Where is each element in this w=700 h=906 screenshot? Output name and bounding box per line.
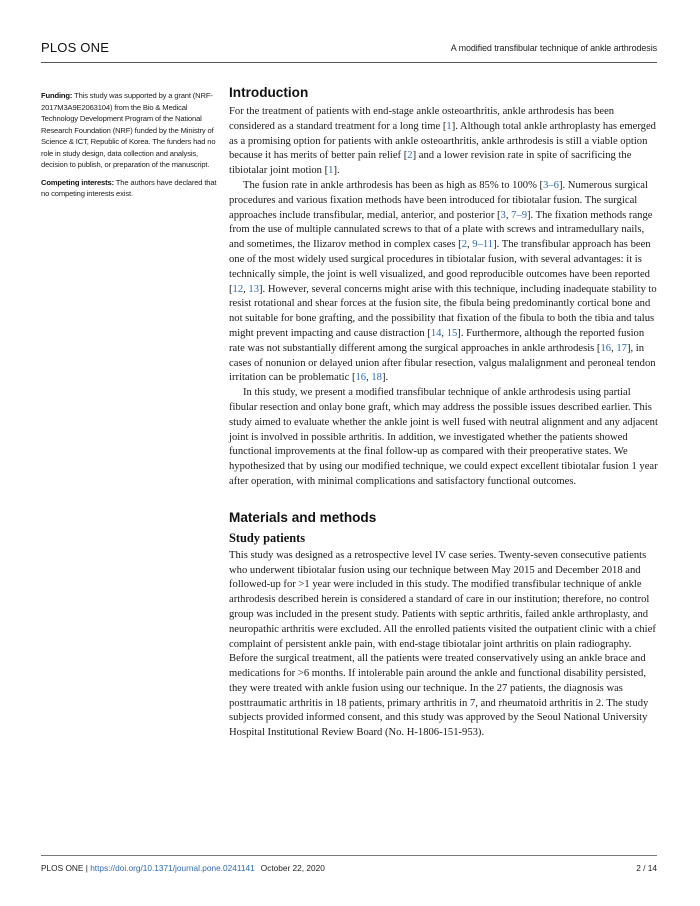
funding-note — [41, 90, 221, 171]
text: ]. The fixation methods range from the use of multiple cannulated screws to that of a plate with screws and intramedullary nails, and sometimes, the Ilizarov method in complex cases [ — [229, 209, 653, 251]
text: , — [441, 327, 447, 339]
text: ]. — [333, 165, 340, 177]
running-header — [41, 36, 657, 63]
citation-link[interactable]: 16 — [600, 342, 612, 354]
text: ]. Although total ankle arthroplasty has emerged as a promising option for patients with ankle osteoarthritis, ankle arthrodesis is still a viable option because it has merits of better pain relief [ — [229, 120, 656, 162]
journal-name: PLOS ONE — [41, 40, 110, 55]
text: , — [505, 209, 512, 221]
citation-link[interactable]: 3–6 — [543, 179, 559, 191]
section-heading-introduction: Introduction — [229, 85, 309, 100]
text: , — [611, 342, 617, 354]
page-number: 2 / 14 — [636, 863, 657, 873]
competing-interests-note — [41, 177, 221, 200]
citation-link[interactable]: 15 — [446, 327, 458, 339]
text: ]. Furthermore, although the reported fusion rate was not substantially different among the surgical approaches in ankle arthrodesis [ — [229, 327, 645, 354]
funding-text: This study was supported by a grant (NRF-2017M3A9E2063104) from the Bio & Medical Technology Development Program of the National Research Foundation (NRF) funded by the Ministry of Science & ICT, Republic of Korea. The funders had no role in study design, data collection and analysis, decision to publish, or preparation of the manuscript. — [41, 91, 216, 169]
citation-link[interactable]: 1 — [446, 120, 452, 132]
citation-link[interactable]: 1 — [328, 165, 334, 177]
methods-paragraph-1: This study was designed as a retrospective level IV case series. Twenty-seven consecutive patients who underwent tibiotalar fusion using our technique between May 2015 and December 2018 and followed-up for >1 year were included in this study. The modified transfibular technique of ankle arthrodesis described herein is considered a standard of care in our institution; therefore, no control group was included in the present study. Patients with septic arthritis, failed ankle arthroplasty, and neuropathic arthritis were excluded. All the enrolled patients visited the outpatient clinic with a chief complaint of persistent ankle pain, with end-stage tibiotalar joint arthritis on plain radiography. Before the surgical treatment, all the patients were treated conservatively using an ankle brace and medications for >6 months. If intolerable pain around the ankle and functional disability persisted, they were treated with ankle fusion using our technique. In the 27 patients, the diagnosis was posttraumatic arthritis in 18 patients, primary arthritis in 7, and rheumatoid arthritis in 2. The study subjects provided informed consent, and this study was approved by the Seoul National University Hospital Institutional Review Board (No. H-1806-151-953). — [229, 549, 656, 739]
publication-date: October 22, 2020 — [260, 863, 325, 873]
intro-paragraph-2 — [229, 179, 659, 386]
text: ]. — [381, 372, 389, 384]
text: ] and a lower revision rate in spite of sacrificing the tibiotalar joint motion [ — [229, 150, 632, 177]
citation-link[interactable]: 13 — [248, 283, 260, 295]
citation-link[interactable]: 2 — [407, 150, 413, 162]
text: ]. However, several concerns might arise with this technique, including inadequate stability to resist rotational and shear forces at the fusion site, the fibula being predominantly cortical bone and not suitable for bone grafting, and the possibility that fixation of the fibula to both the tibia and talus might prevent impacting and cause distraction [ — [229, 283, 657, 339]
citation-link[interactable]: 2 — [461, 239, 467, 251]
subsection-heading-study-patients: Study patients — [229, 530, 306, 545]
doi-link[interactable]: https://doi.org/10.1371/journal.pone.0241141 — [90, 863, 255, 873]
footer-journal: PLOS ONE | — [41, 863, 91, 873]
footer-citation — [41, 863, 325, 873]
text: , — [366, 372, 372, 384]
text: ]. The transfibular approach has been one of the most widely used surgical procedures in tibiotalar fusion, with several advantages: it is technically simple, the joint is well visualized, and good reproducible outcomes have been reported [ — [229, 239, 651, 295]
intro-paragraph-1 — [229, 105, 659, 179]
text: ], in cases of nonunion or delayed union after fibular resection, valgus malalignment and peroneal tendon irritation can be problematic [ — [229, 342, 656, 384]
competing-interests-text: The authors have declared that no competing interests exist. — [41, 177, 217, 198]
citation-link[interactable]: 9–11 — [472, 239, 494, 251]
article-short-title: A modified transfibular technique of ankle arthrodesis — [450, 43, 657, 53]
article-body — [229, 84, 659, 741]
text: The fusion rate in ankle arthrodesis has been as high as 85% to 100% [ — [243, 179, 544, 191]
citation-link[interactable]: 17 — [616, 342, 627, 354]
citation-link[interactable]: 14 — [430, 327, 442, 339]
text: , — [243, 283, 249, 295]
intro-paragraph-3: In this study, we present a modified transfibular technique of ankle arthrodesis using partial fibular resection and onlay bone graft, which may address the possible issues described earlier. This study aimed to evaluate whether the ankle joint is well fused with neutral alignment and any adjacent joint is involved in possible arthritis. In addition, we investigated whether the patients showed functional improvements at the final follow-up as compared with their preoperative states. We hypothesized that by using our modified technique, we could expect excellent tibiotalar fusion 1 year after operation, with minimal complications and satisfactory functional outcomes. — [229, 387, 658, 487]
citation-link[interactable]: 7–9 — [511, 209, 528, 221]
text: ]. Numerous surgical procedures and various fixation methods have been introduced for tibiotalar fusion. The surgical approaches include transfibular, medial, anterior, and posterior [ — [229, 179, 648, 221]
citation-link[interactable]: 16 — [355, 372, 367, 384]
text: For the treatment of patients with end-stage ankle osteoarthritis, ankle arthrodesis has been considered as a standard treatment for a long time [ — [229, 106, 615, 132]
funding-label: Funding: — [41, 91, 73, 100]
text: , — [467, 239, 473, 251]
section-heading-methods: Materials and methods — [229, 509, 377, 525]
page-footer — [41, 855, 657, 878]
citation-link[interactable]: 12 — [232, 283, 244, 295]
citation-link[interactable]: 18 — [371, 372, 382, 384]
citation-link[interactable]: 3 — [500, 209, 506, 221]
sidebar-notes — [41, 90, 221, 206]
competing-interests-label: Competing interests: — [41, 177, 114, 187]
